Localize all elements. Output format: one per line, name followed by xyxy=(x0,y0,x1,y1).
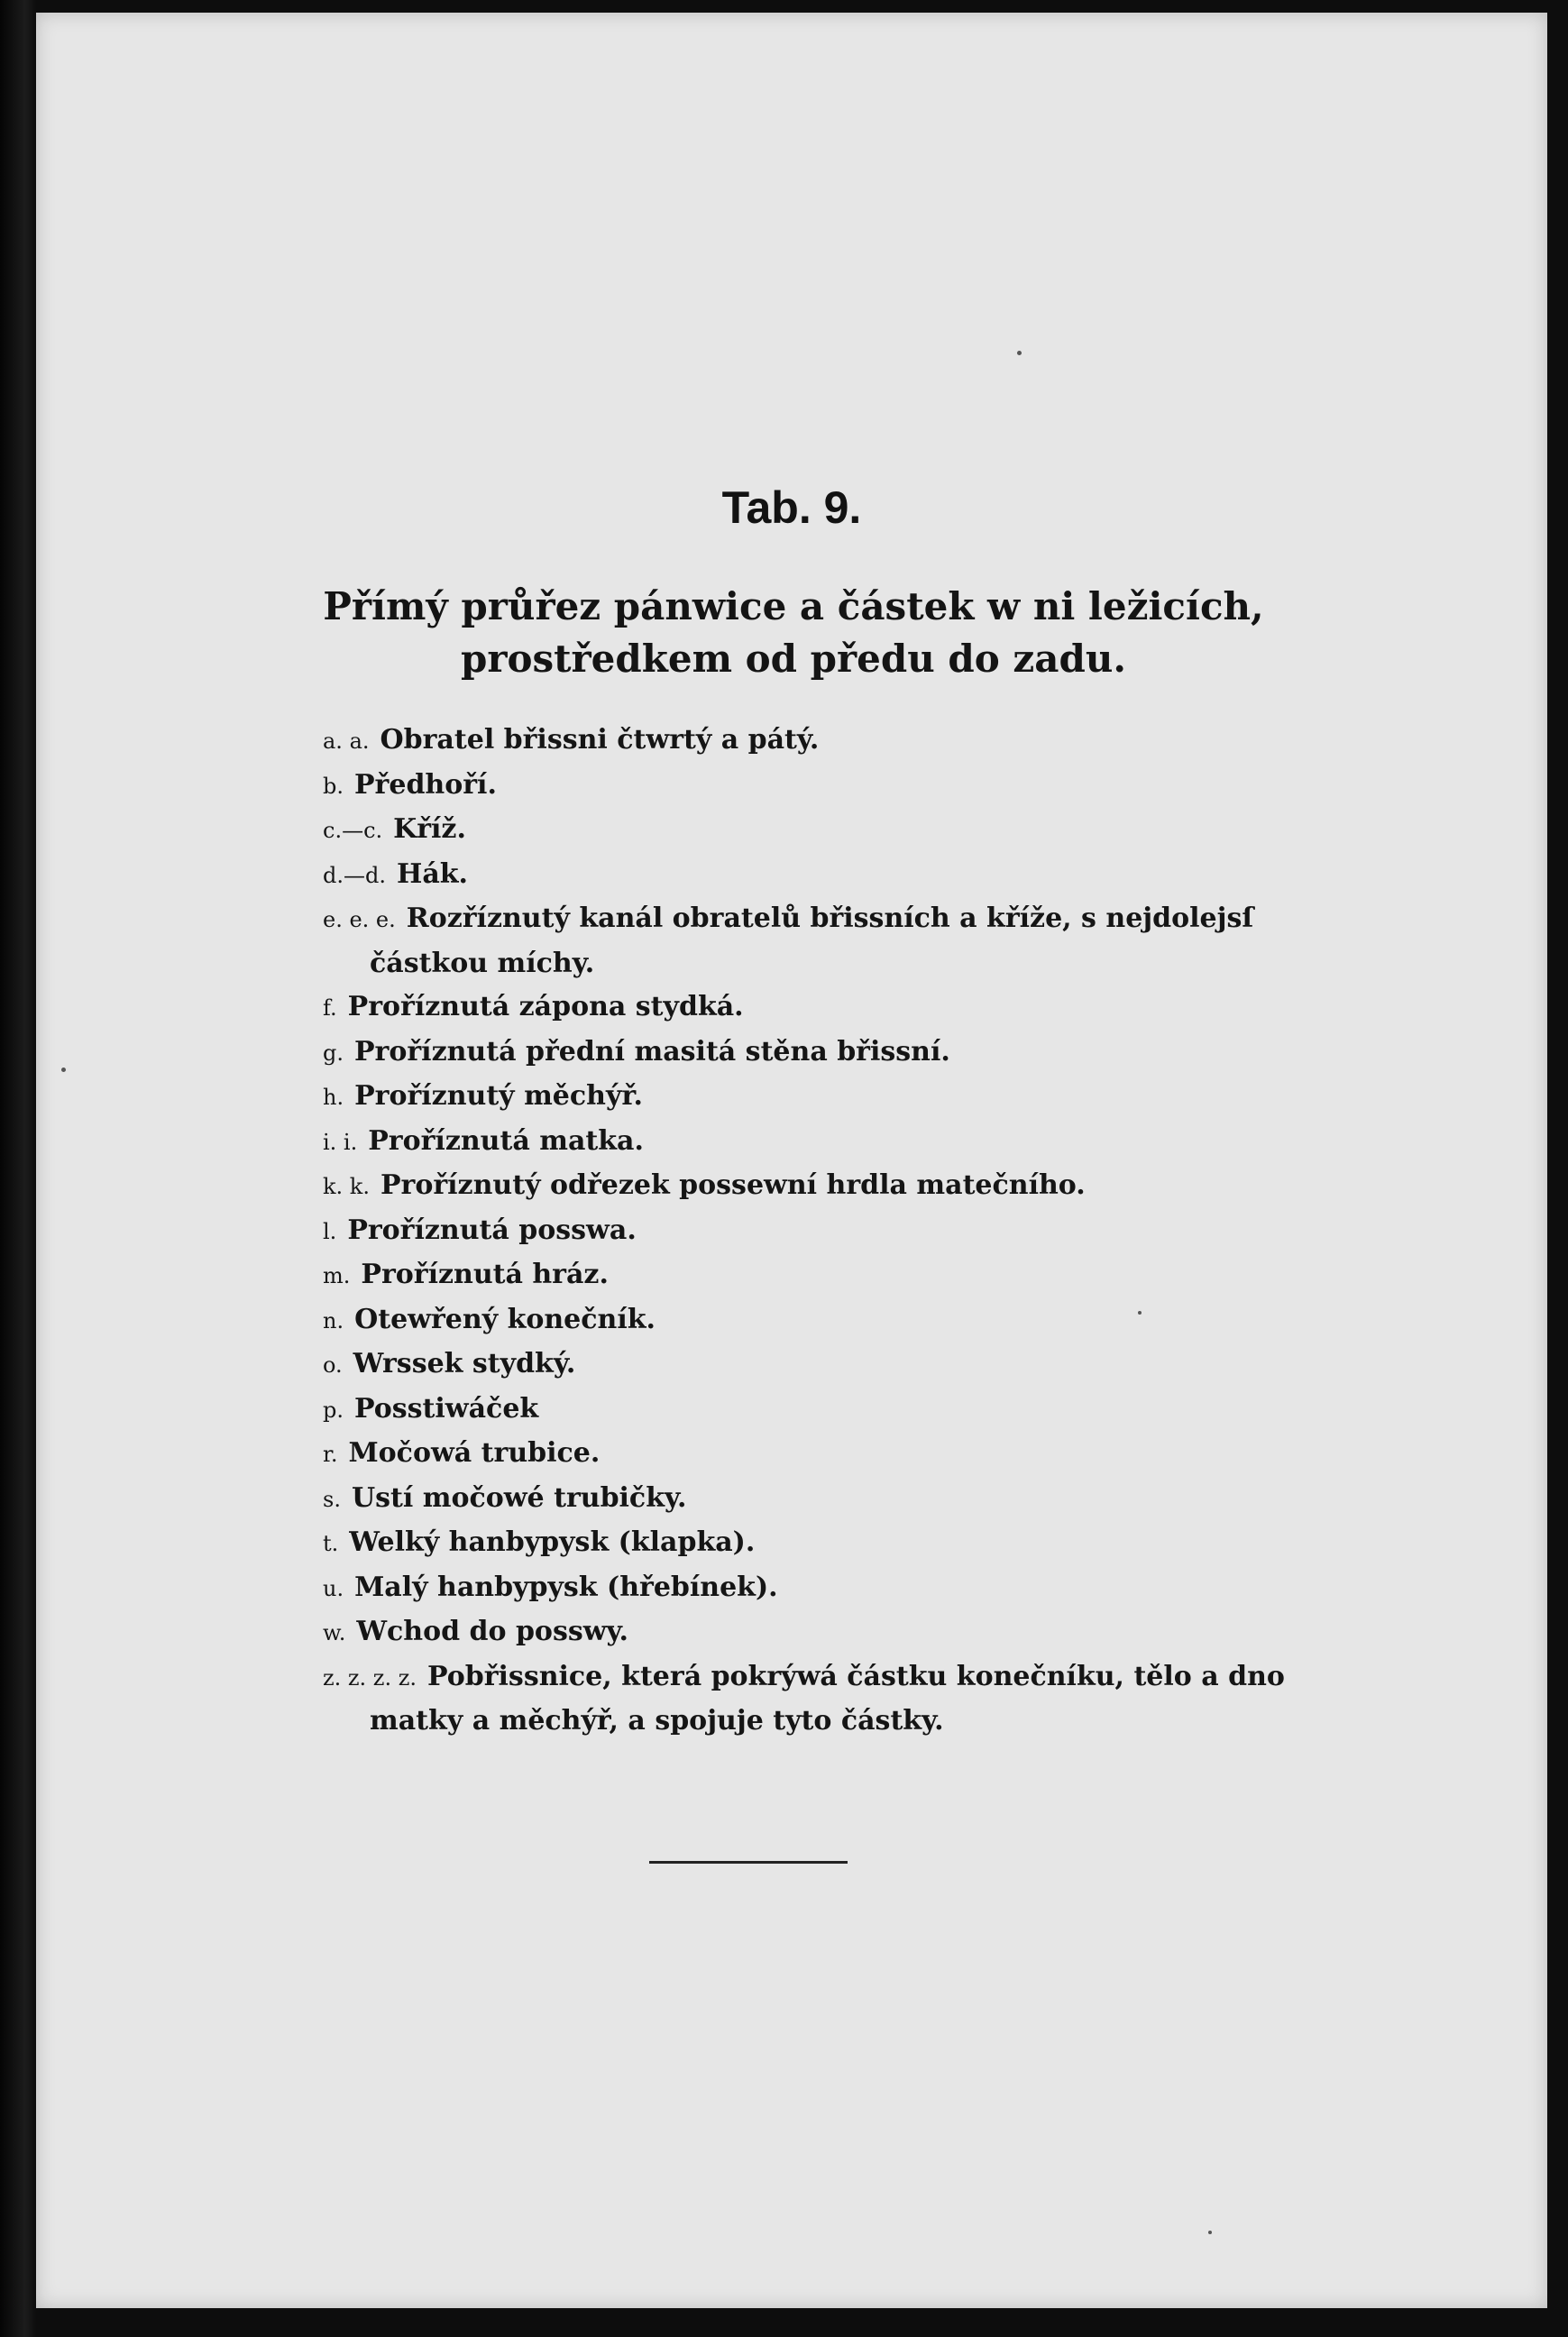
document-page xyxy=(36,13,1547,2308)
legend-label: l. xyxy=(323,1218,337,1244)
legend-item xyxy=(323,1031,1351,1076)
legend-text: Obratel břissni čtwrtý a pátý. xyxy=(380,724,820,756)
legend-label: i. i. xyxy=(323,1129,358,1155)
scan-speck xyxy=(1208,2231,1212,2234)
legend-text: Proříznutý odřezek possewní hrdla matečního. xyxy=(380,1169,1086,1201)
legend-text: Proříznutá posswa. xyxy=(347,1214,637,1246)
legend-label: s. xyxy=(323,1486,341,1512)
legend-label: t. xyxy=(323,1531,339,1556)
legend-item xyxy=(323,1388,1351,1433)
legend-text: Proříznutá zápona stydká. xyxy=(347,991,744,1022)
legend-item xyxy=(323,1075,1351,1120)
closing-rule xyxy=(649,1861,848,1864)
legend-text: Ustí močowé trubičky. xyxy=(351,1481,687,1514)
legend-item xyxy=(323,1432,1351,1477)
legend-item xyxy=(323,1120,1351,1165)
legend-item xyxy=(323,1655,1351,1744)
legend-text: Welký hanbypysk (klapka). xyxy=(349,1526,756,1558)
legend-text: Proříznutá matka. xyxy=(368,1124,644,1157)
legend-text: Kříž. xyxy=(393,813,466,845)
legend-text: Proříznutý měchýř. xyxy=(354,1080,643,1112)
legend-label: f. xyxy=(323,995,337,1021)
legend-label: h. xyxy=(323,1085,344,1110)
legend-item xyxy=(323,808,1351,853)
legend-item xyxy=(323,1209,1351,1254)
plate-title: Tab. 9. xyxy=(721,482,862,533)
legend-label: g. xyxy=(323,1040,344,1066)
legend-item xyxy=(323,1610,1351,1655)
legend-label: p. xyxy=(323,1397,344,1423)
legend-item xyxy=(323,764,1351,809)
legend-text: Rozříznutý kanál obratelů břissních a kříže, s nejdolejsſ částkou míchy. xyxy=(370,903,1254,979)
legend-list xyxy=(323,719,1351,1744)
legend-item xyxy=(323,897,1351,985)
scan-speck xyxy=(61,1068,66,1072)
legend-item xyxy=(323,1298,1351,1343)
legend-item xyxy=(323,1253,1351,1298)
legend-label: d.—d. xyxy=(323,862,386,888)
legend-label: a. a. xyxy=(323,729,370,754)
legend-item xyxy=(323,853,1351,898)
legend-label: k. k. xyxy=(323,1174,370,1199)
scan-left-edge xyxy=(0,0,36,2337)
legend-text: Otewřený konečník. xyxy=(354,1303,656,1335)
legend-label: w. xyxy=(323,1620,346,1645)
legend-item xyxy=(323,985,1351,1031)
legend-label: n. xyxy=(323,1307,344,1333)
scan-speck xyxy=(1138,1311,1142,1315)
scan-speck xyxy=(1017,351,1022,355)
legend-text: Malý hanbypysk (hřebínek). xyxy=(354,1571,778,1603)
legend-label: r. xyxy=(323,1442,338,1467)
legend-text: Proříznutá přední masitá stěna břissní. xyxy=(354,1035,950,1068)
legend-text: Předhoří. xyxy=(354,768,497,801)
legend-label: z. z. z. z. xyxy=(323,1664,417,1691)
legend-text: Proříznutá hráz. xyxy=(361,1259,609,1290)
legend-text: Hák. xyxy=(396,857,468,890)
legend-item xyxy=(323,1477,1351,1522)
legend-text: Pobřissnice, která pokrýwá částku konečníku, tělo a dno matky a měchýř, a spojuje tyto částky. xyxy=(370,1660,1285,1737)
legend-label: e. e. e. xyxy=(323,907,396,932)
legend-text: Wrssek stydký. xyxy=(353,1348,576,1379)
plate-subtitle: Přímý průřez pánwice a částek w ni ležicích, prostředkem od předu do zadu. xyxy=(323,584,1264,681)
legend-label: b. xyxy=(323,773,344,799)
legend-label: c.—c. xyxy=(323,818,383,843)
legend-label: u. xyxy=(323,1575,344,1601)
legend-text: Močowá trubice. xyxy=(348,1437,601,1469)
legend-item xyxy=(323,719,1351,764)
legend-label: m. xyxy=(323,1263,351,1288)
legend-label: o. xyxy=(323,1352,343,1378)
legend-text: Posstiwáček xyxy=(354,1392,539,1425)
legend-item xyxy=(323,1343,1351,1388)
legend-text: Wchod do posswy. xyxy=(356,1616,628,1647)
legend-item xyxy=(323,1164,1351,1209)
legend-item xyxy=(323,1566,1351,1611)
legend-item xyxy=(323,1521,1351,1566)
